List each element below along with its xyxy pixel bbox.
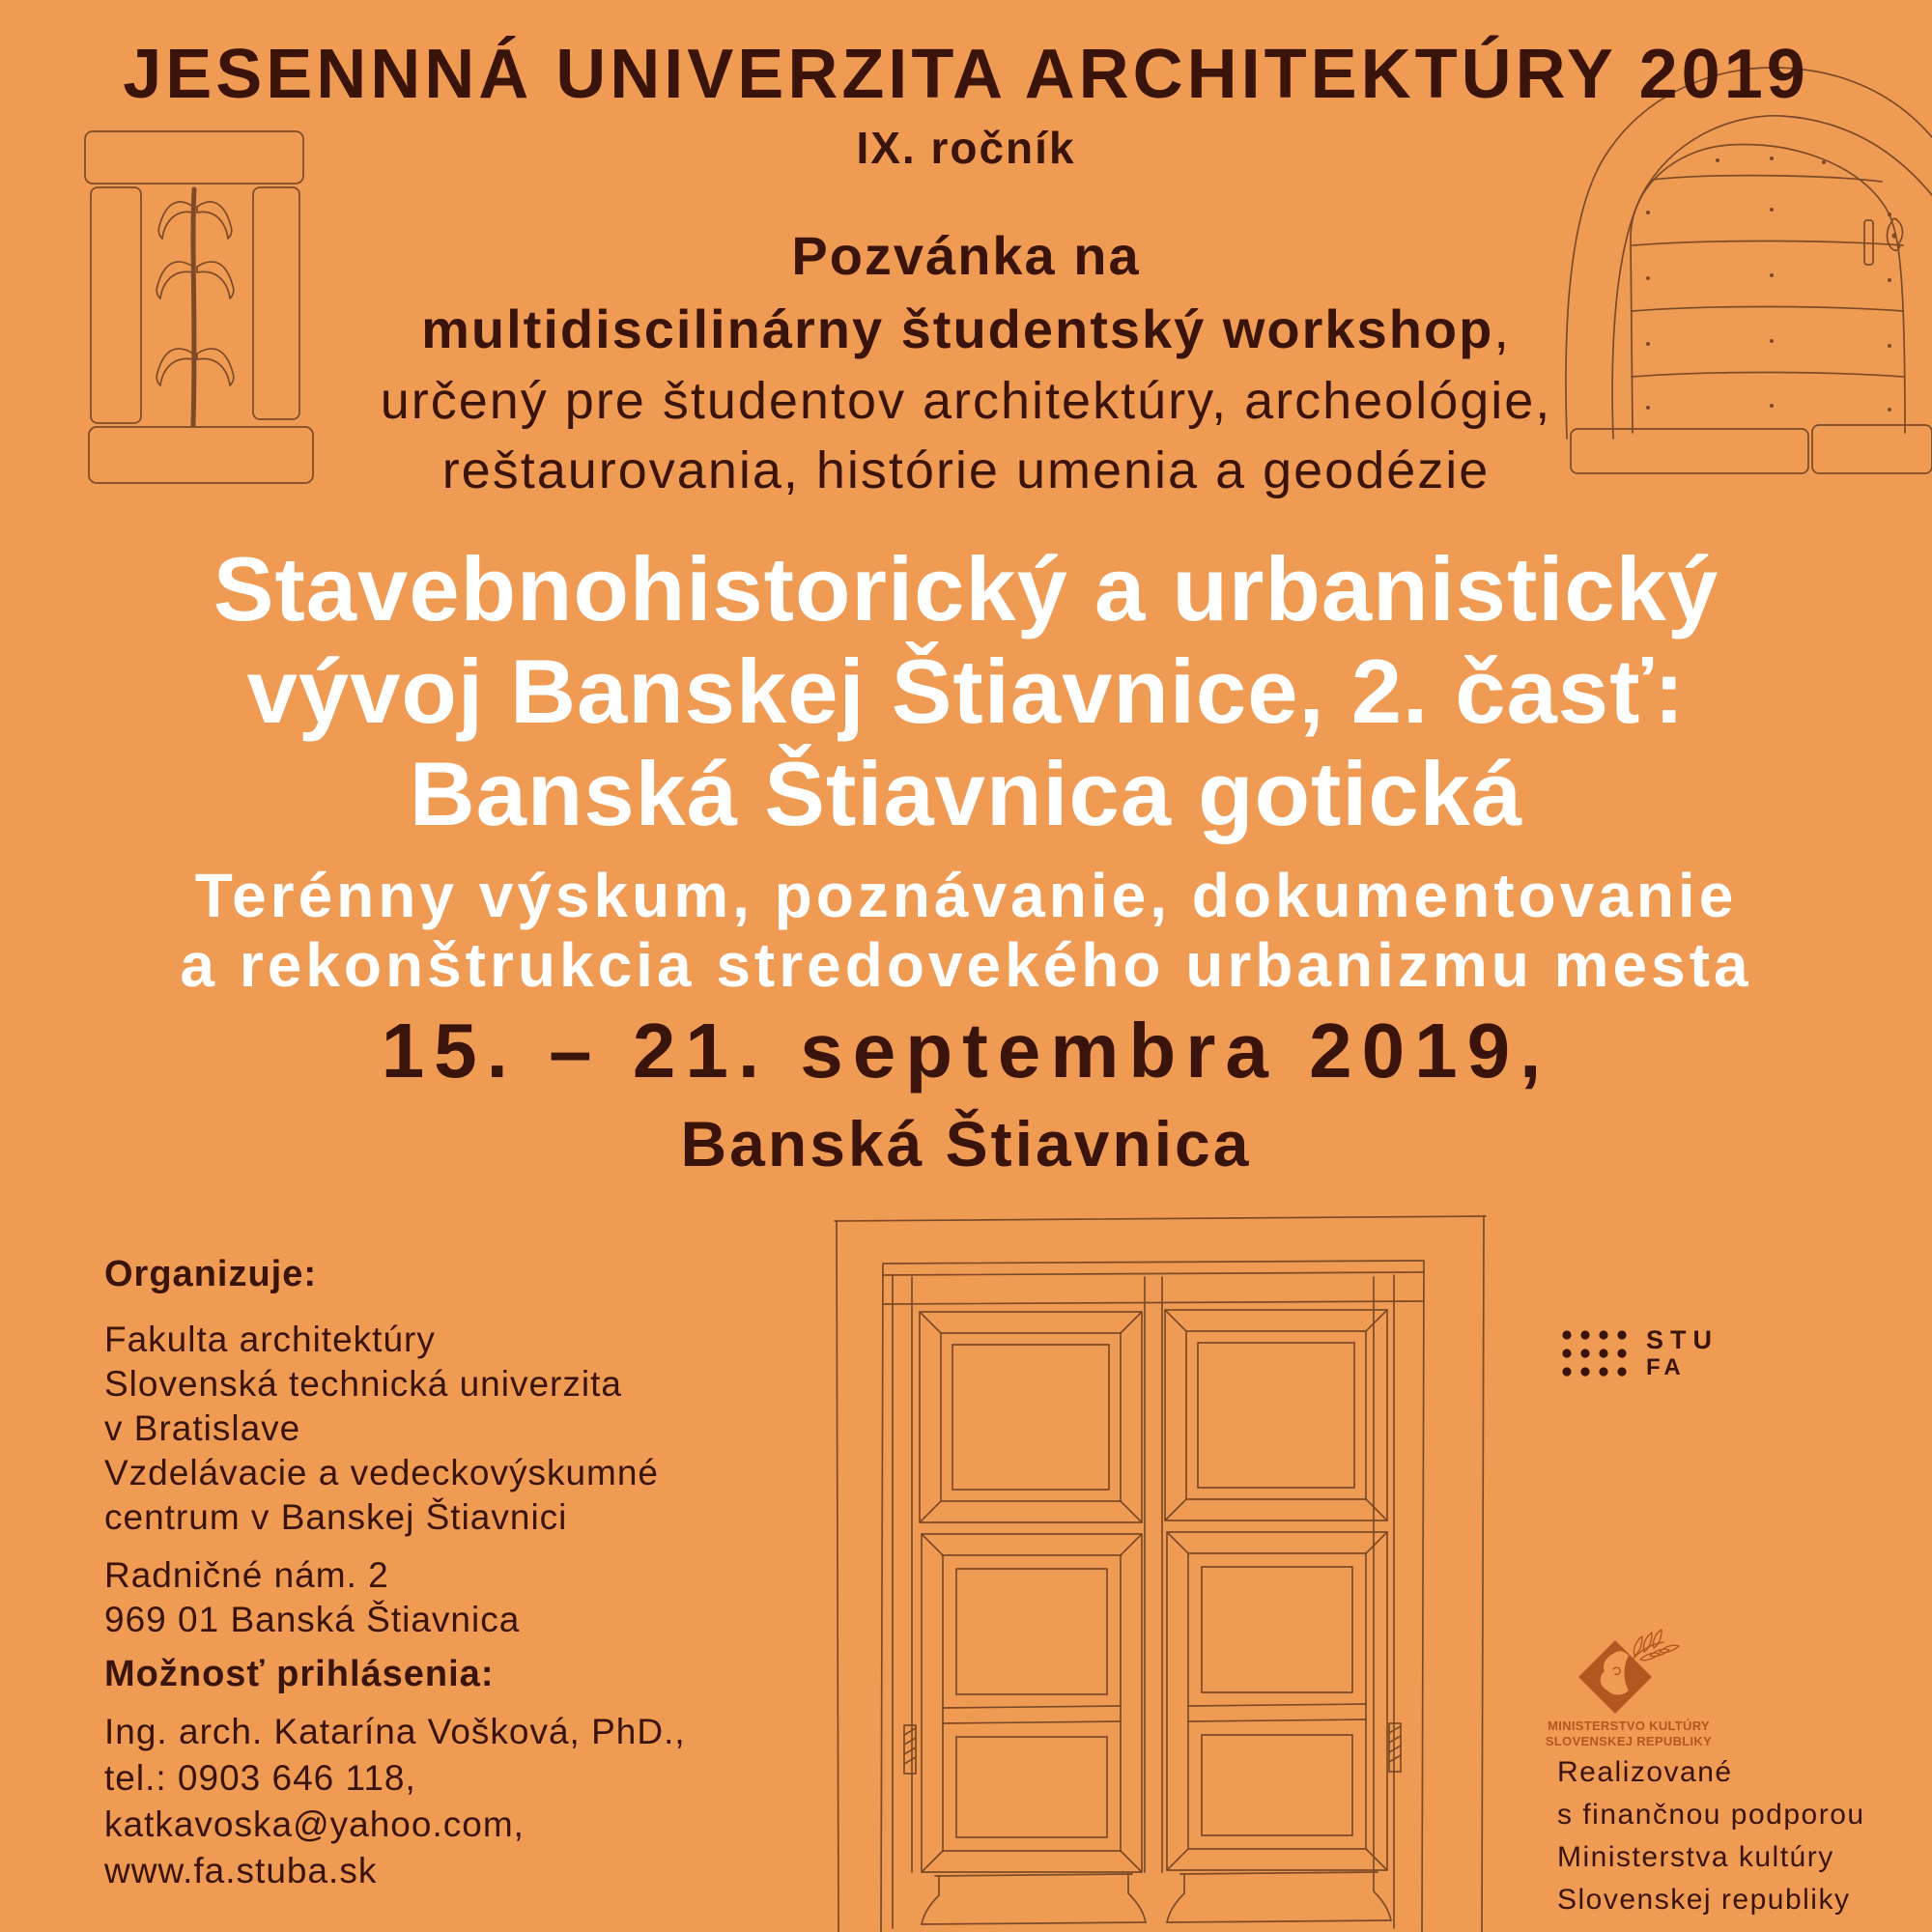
invitation-line-2-bold: multidiscilinárny študentský workshop [421, 298, 1494, 359]
invitation-line-2 [0, 298, 1932, 360]
main-heading-line-3: Banská Štiavnica gotická [409, 743, 1523, 844]
ministry-emblem [1578, 1627, 1685, 1723]
main-heading-line-1: Stavebnohistorický a urbanistický [213, 538, 1719, 639]
invitation-line-3: určený pre študentov architektúry, archeológie, [380, 372, 1552, 430]
organizer-address-line: 969 01 Banská Štiavnica [104, 1600, 521, 1639]
ministry-logo-line: MINISTERSTVO KULTÚRY [1548, 1719, 1710, 1733]
organizer-line: Slovenská technická univerzita [104, 1364, 622, 1404]
main-heading-line-2: vývoj Banskej Štiavnice, 2. časť: [246, 640, 1686, 742]
support-line: Slovenskej republiky [1557, 1884, 1851, 1916]
ministry-logo-line: SLOVENSKEJ REPUBLIKY [1545, 1734, 1713, 1748]
organizer-line: centrum v Banskej Štiavnici [104, 1497, 568, 1537]
invitation-line-2-comma: , [1493, 298, 1511, 359]
invitation-line-1: Pozvánka na [791, 225, 1141, 286]
hinge-hatching [904, 1723, 1401, 1774]
event-date: 15. – 21. septembra 2019, [381, 1008, 1551, 1094]
organizer-line: Fakulta architektúry [104, 1320, 436, 1359]
organizer-line: v Bratislave [104, 1408, 301, 1448]
organizer-address-line: Radničné nám. 2 [104, 1555, 389, 1595]
event-location: Banská Štiavnica [680, 1108, 1252, 1179]
organizer-label: Organizuje: [104, 1254, 318, 1294]
large-window-sketch [810, 1184, 1509, 1932]
support-line: Realizované [1557, 1756, 1733, 1788]
contact-website: www.fa.stuba.sk [104, 1851, 378, 1890]
organizer-line: Vzdelávacie a vedeckovýskumné [104, 1453, 660, 1492]
poster-title: JESENNNÁ UNIVERZITA ARCHITEKTÚRY 2019 [123, 36, 1809, 113]
subheading-line-1: Terénny výskum, poznávanie, dokumentovanie [194, 861, 1738, 930]
fa-logo-text: FA [1646, 1354, 1686, 1380]
support-line: Ministerstva kultúry [1557, 1841, 1834, 1873]
application-label: Možnosť prihlásenia: [104, 1654, 495, 1694]
stu-logo-text: STU [1646, 1325, 1719, 1354]
edition-label: IX. ročník [856, 123, 1076, 173]
invitation-line-4: reštaurovania, histórie umenia a geodézie [441, 441, 1491, 499]
contact-phone: tel.: 0903 646 118, [104, 1758, 416, 1798]
stu-logo-dots [1561, 1329, 1631, 1378]
contact-name: Ing. arch. Katarína Vošková, PhD., [104, 1712, 686, 1751]
contact-email: katkavoska@yahoo.com, [104, 1804, 525, 1844]
ministry-logo-text [1537, 1719, 1720, 1749]
support-line: s finančnou podporou [1557, 1799, 1865, 1831]
subheading-line-2: a rekonštrukcia stredovekého urbanizmu mesta [180, 930, 1752, 1000]
